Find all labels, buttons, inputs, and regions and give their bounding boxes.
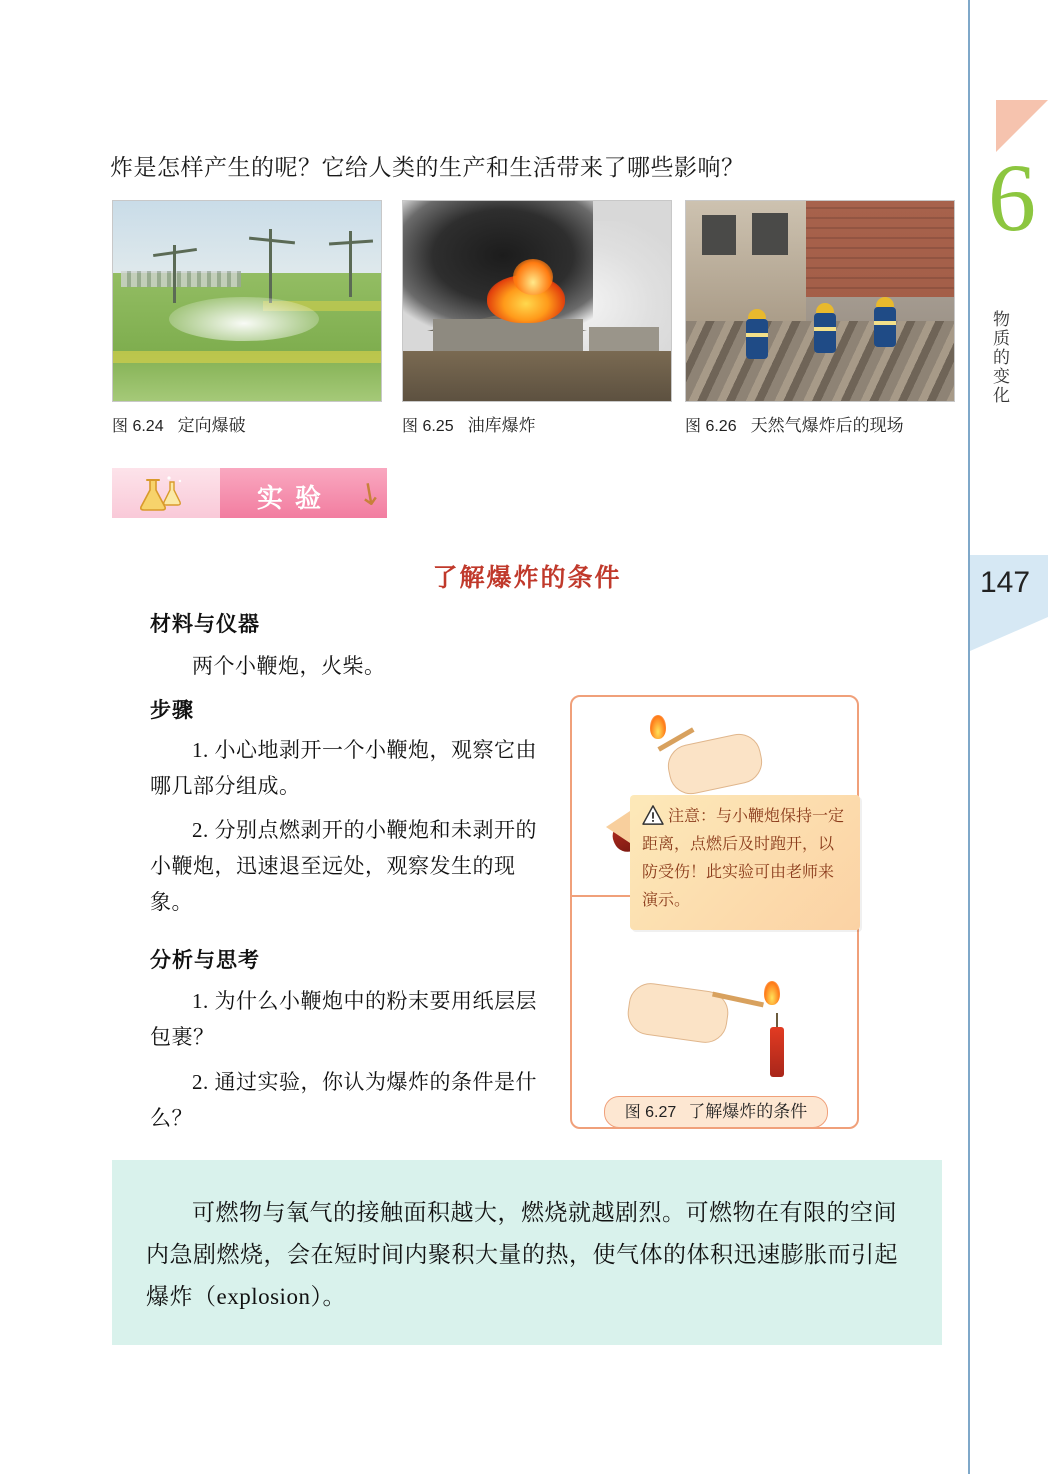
question-1-text: 1. 为什么小鞭炮中的粉末要用纸层层包裹？	[150, 989, 537, 1049]
summary-text: 可燃物与氧气的接触面积越大，燃烧就越剧烈。可燃物在有限的空间内急剧燃烧，会在短时间内聚积大量的热，使气体的体积迅速膨胀而引起爆炸（explosion）。	[146, 1200, 898, 1309]
rail-divider-line	[968, 0, 970, 1474]
experiment-banner	[112, 468, 390, 518]
lead-paragraph: 炸是怎样产生的呢？它给人类的生产和生活带来了哪些影响？	[110, 155, 745, 180]
summary-box	[112, 1160, 942, 1345]
figure-6-26	[685, 200, 955, 436]
figure-6-27-caption	[604, 1096, 828, 1128]
figure-6-24-image	[112, 200, 382, 402]
hand-bottom	[625, 980, 731, 1045]
section-heading-materials: 材料与仪器	[150, 612, 260, 636]
step-1-text: 1. 小心地剥开一个小鞭炮，观察它由哪几部分组成。	[150, 738, 537, 798]
section-heading-analysis: 分析与思考	[150, 948, 260, 972]
flame-icon-bottom	[764, 981, 780, 1005]
flame-icon-top	[650, 715, 666, 739]
safety-note-text: 注意：与小鞭炮保持一定距离，点燃后及时跑开，以防受伤！此实验可由老师来演示。	[642, 808, 845, 909]
figure-6-25-caption	[402, 411, 672, 436]
safety-note-banner	[630, 795, 860, 930]
page-number: 147	[979, 566, 1031, 599]
flask-icon	[136, 476, 192, 512]
figure-6-27-number: 图 6.27	[624, 1104, 677, 1121]
figure-row	[112, 200, 942, 440]
figure-6-26-text: 天然气爆炸后的现场	[750, 416, 904, 435]
banner-arrow-icon: ↘	[349, 472, 390, 515]
figure-6-24	[112, 200, 382, 436]
figure-6-25-text: 油库爆炸	[467, 416, 536, 435]
experiment-banner-label: 实验	[256, 484, 333, 513]
figure-6-27-text: 了解爆炸的条件	[688, 1102, 808, 1121]
figure-6-24-number: 图 6.24	[112, 418, 164, 435]
question-2-text: 2. 通过实验，你认为爆炸的条件是什么？	[150, 1070, 537, 1130]
chapter-number: 6	[988, 144, 1036, 251]
note-banner-tail	[606, 811, 630, 843]
figure-6-25-number: 图 6.25	[402, 418, 454, 435]
figure-6-24-caption	[112, 411, 382, 436]
wrapped-firecracker	[770, 1027, 784, 1077]
step-2-text: 2. 分别点燃剥开的小鞭炮和未剥开的小鞭炮，迅速退至远处，观察发生的现象。	[150, 818, 537, 914]
figure-6-25	[402, 200, 672, 436]
figure-6-26-image	[685, 200, 955, 402]
rail-notch-decoration	[970, 617, 1048, 651]
figure-6-25-image	[402, 200, 672, 402]
materials-text: 两个小鞭炮，火柴。	[192, 654, 386, 678]
chapter-side-rail	[968, 0, 1048, 1474]
experiment-title: 了解爆炸的条件	[432, 565, 622, 592]
chapter-title: 物质的变化	[990, 310, 1009, 405]
section-heading-steps: 步骤	[150, 698, 194, 722]
figure-6-24-text: 定向爆破	[177, 416, 246, 435]
figure-6-26-number: 图 6.26	[685, 418, 737, 435]
figure-6-26-caption	[685, 411, 955, 436]
